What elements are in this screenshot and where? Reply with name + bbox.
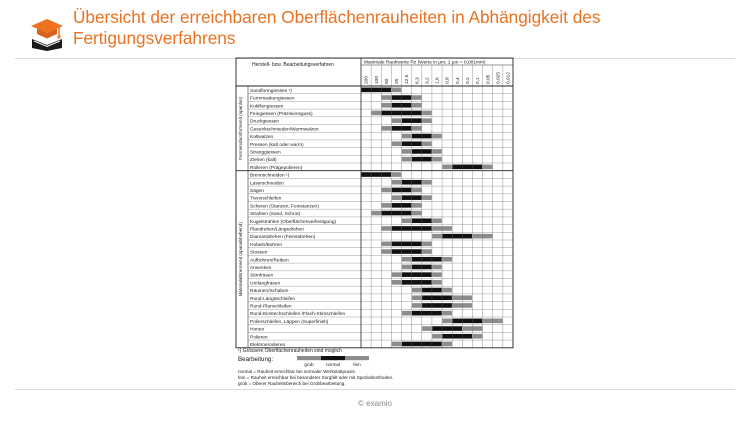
normal-range-bar bbox=[402, 272, 432, 277]
method-label: Umfangfräsen bbox=[250, 281, 281, 287]
fine-range-bar bbox=[432, 134, 442, 139]
method-label: Rund-Planschleifen bbox=[250, 304, 292, 310]
legend-swatch-coarse bbox=[297, 356, 321, 360]
normal-range-bar bbox=[432, 326, 462, 331]
fine-range-bar bbox=[442, 311, 452, 316]
fine-range-bar bbox=[412, 95, 422, 100]
normal-range-bar bbox=[453, 319, 483, 324]
method-label: Ziehen (kalt) bbox=[250, 158, 277, 164]
coarse-range-bar bbox=[392, 180, 402, 185]
column-label: 100 bbox=[374, 75, 380, 84]
fine-range-bar bbox=[422, 180, 432, 185]
coarse-range-bar bbox=[412, 295, 422, 300]
coarse-range-bar bbox=[412, 303, 422, 308]
roughness-column-header: Maximale Rauhwerte Rz (Werte in µm; 1 µm = 0,001mm) bbox=[364, 60, 486, 66]
method-label: Rund-Einstechschleifen /Flach-Stirnschleifen bbox=[250, 312, 346, 318]
legend-swatch-fine bbox=[345, 356, 369, 360]
copyright-text: © examio bbox=[358, 399, 392, 408]
legend-label: grob bbox=[304, 362, 314, 367]
fine-range-bar bbox=[392, 172, 402, 177]
method-label: Kaltwalzen bbox=[250, 135, 274, 141]
column-label: 0,012 bbox=[506, 71, 512, 84]
method-label: Polierschleifen, Läppen (Superfinish) bbox=[250, 319, 329, 325]
method-label: Honen bbox=[250, 327, 265, 333]
normal-range-bar bbox=[392, 249, 422, 254]
method-label: Gesenkschmieden/Warmwalzen bbox=[250, 127, 319, 133]
coarse-range-bar bbox=[432, 234, 442, 239]
fine-range-bar bbox=[432, 218, 442, 223]
method-column-header: Herstell- bzw. Bearbeitungsverfahren bbox=[252, 62, 334, 68]
normal-range-bar bbox=[442, 234, 472, 239]
method-label: Kugelstrahlen (Oberflächenverfestigung) bbox=[250, 219, 337, 225]
legend-title: Bearbeitung: bbox=[238, 356, 274, 363]
group-label: Materialabtrennend (spanabhebend) bbox=[238, 222, 243, 297]
fine-range-bar bbox=[432, 265, 442, 270]
method-label: Laserschneiden bbox=[250, 181, 284, 187]
coarse-range-bar bbox=[392, 195, 402, 200]
method-label: Stirnfräsen bbox=[250, 273, 274, 279]
fine-range-bar bbox=[432, 157, 442, 162]
column-label: 0,1 bbox=[476, 77, 482, 84]
fine-range-bar bbox=[412, 126, 422, 131]
legend-label: normal bbox=[325, 362, 341, 367]
method-label: Aufbohren/Reiben bbox=[250, 258, 289, 264]
method-label: Formmaskengiessen bbox=[250, 96, 295, 102]
column-label: 0,025 bbox=[496, 71, 502, 84]
fine-range-bar bbox=[412, 211, 422, 216]
coarse-range-bar bbox=[392, 118, 402, 123]
column-label: 0,4 bbox=[455, 77, 461, 84]
column-label: 1,6 bbox=[435, 77, 441, 84]
method-label: Plandrehen/Längsdrehen bbox=[250, 227, 304, 233]
coarse-range-bar bbox=[382, 249, 392, 254]
footnote-text: ¹) Grössere Oberflächenrauheiten sind möglich bbox=[238, 348, 342, 354]
coarse-range-bar bbox=[392, 272, 402, 277]
fine-range-bar bbox=[442, 342, 452, 347]
coarse-range-bar bbox=[402, 265, 412, 270]
coarse-range-bar bbox=[442, 165, 452, 170]
legend-label: fein bbox=[353, 362, 361, 367]
coarse-range-bar bbox=[382, 242, 392, 247]
coarse-range-bar bbox=[382, 203, 392, 208]
coarse-range-bar bbox=[392, 280, 402, 285]
normal-range-bar bbox=[422, 295, 452, 300]
fine-range-bar bbox=[442, 288, 452, 293]
fine-range-bar bbox=[432, 149, 442, 154]
column-label: 3,2 bbox=[425, 77, 431, 84]
fine-range-bar bbox=[412, 103, 422, 108]
method-label: Rolleren (Prägepolieren) bbox=[250, 165, 303, 171]
coarse-range-bar bbox=[442, 319, 452, 324]
method-label: Räumen/Schaben bbox=[250, 289, 289, 295]
coarse-range-bar bbox=[392, 342, 402, 347]
method-label: Rund-Längsschleifen bbox=[250, 296, 296, 302]
normal-range-bar bbox=[382, 211, 412, 216]
normal-range-bar bbox=[361, 172, 391, 177]
fine-range-bar bbox=[412, 188, 422, 193]
legend-note: grob = Oberer Rauheitsbereich bei Grobbearbeitung. bbox=[238, 381, 346, 386]
method-label: Elektroerodieren bbox=[250, 343, 286, 348]
coarse-range-bar bbox=[382, 188, 392, 193]
coarse-range-bar bbox=[402, 157, 412, 162]
coarse-range-bar bbox=[412, 288, 422, 293]
column-label: 25 bbox=[395, 78, 401, 84]
coarse-range-bar bbox=[382, 226, 392, 231]
fine-range-bar bbox=[412, 203, 422, 208]
coarse-range-bar bbox=[402, 149, 412, 154]
method-label: Feingiessen (Präzisionsguss) bbox=[250, 112, 313, 117]
normal-range-bar bbox=[412, 257, 442, 262]
column-label: 0,8 bbox=[445, 77, 451, 84]
fine-range-bar bbox=[422, 118, 432, 123]
column-label: 50 bbox=[384, 78, 390, 84]
fine-range-bar bbox=[422, 111, 432, 116]
legend-swatch-normal bbox=[321, 356, 345, 360]
method-label: Pressen (kalt oder warm) bbox=[250, 142, 304, 148]
coarse-range-bar bbox=[402, 311, 412, 316]
method-label: Sägen bbox=[250, 189, 264, 194]
fine-range-bar bbox=[422, 141, 432, 146]
coarse-range-bar bbox=[402, 218, 412, 223]
group-label: Formend/umformend (spanlos) bbox=[238, 96, 243, 160]
coarse-range-bar bbox=[371, 211, 381, 216]
coarse-range-bar bbox=[402, 134, 412, 139]
method-label: Scheren (Stanzen, Feinstanzen) bbox=[250, 204, 319, 210]
method-label: Druckgiessen bbox=[250, 119, 280, 125]
method-label: Brennschneiden ¹) bbox=[250, 173, 290, 179]
slide-title: Übersicht der erreichbaren Oberflächenrauheiten in Abhängigkeit des Fertigungsverfahrens bbox=[73, 7, 601, 48]
footer-divider bbox=[15, 389, 735, 390]
coarse-range-bar bbox=[422, 326, 432, 331]
fine-range-bar bbox=[422, 195, 432, 200]
fine-range-bar bbox=[422, 249, 432, 254]
column-label: 12,5 bbox=[405, 74, 411, 84]
method-label: Hobeln/Bohren bbox=[250, 242, 283, 248]
method-label: Trennschleifen bbox=[250, 196, 282, 202]
normal-range-bar bbox=[402, 280, 432, 285]
fine-range-bar bbox=[483, 165, 493, 170]
fine-range-bar bbox=[442, 257, 452, 262]
fine-range-bar bbox=[392, 88, 402, 93]
method-label: Sandformgiessen ¹) bbox=[250, 88, 292, 94]
normal-range-bar bbox=[361, 88, 391, 93]
method-label: Stossen bbox=[250, 250, 268, 256]
fine-range-bar bbox=[473, 334, 483, 339]
normal-range-bar bbox=[412, 311, 442, 316]
column-label: 0,2 bbox=[466, 77, 471, 84]
fine-range-bar bbox=[432, 272, 442, 277]
normal-range-bar bbox=[392, 242, 422, 247]
column-label: 0,05 bbox=[486, 74, 492, 84]
method-label: Stranggiessen bbox=[250, 150, 281, 156]
normal-range-bar bbox=[453, 165, 483, 170]
normal-range-bar bbox=[442, 334, 472, 339]
legend-note: normal = Rauheit erreichbar bei normaler Werkstattpraxis. bbox=[238, 369, 356, 374]
method-label: Kokillengiessen bbox=[250, 104, 284, 110]
fine-range-bar bbox=[422, 242, 432, 247]
method-label: Strahlen (Sand, Schrot) bbox=[250, 212, 301, 218]
normal-range-bar bbox=[422, 303, 452, 308]
method-label: Polieren bbox=[250, 335, 268, 341]
fine-range-bar bbox=[432, 280, 442, 285]
method-label: Ansenken bbox=[250, 266, 272, 271]
coarse-range-bar bbox=[402, 257, 412, 262]
coarse-range-bar bbox=[382, 103, 392, 108]
column-label: 6,3 bbox=[415, 77, 421, 84]
method-label: Diamantdrehen (Feinstdrehen) bbox=[250, 235, 316, 241]
coarse-range-bar bbox=[432, 334, 442, 339]
legend-note: fein = Rauheit erreichbar bei besonderer Sorgfalt oder mit Spezialmethoden. bbox=[238, 375, 394, 380]
coarse-range-bar bbox=[382, 126, 392, 131]
column-label: 200 bbox=[364, 75, 370, 84]
coarse-range-bar bbox=[392, 141, 402, 146]
coarse-range-bar bbox=[371, 111, 381, 116]
coarse-range-bar bbox=[382, 95, 392, 100]
